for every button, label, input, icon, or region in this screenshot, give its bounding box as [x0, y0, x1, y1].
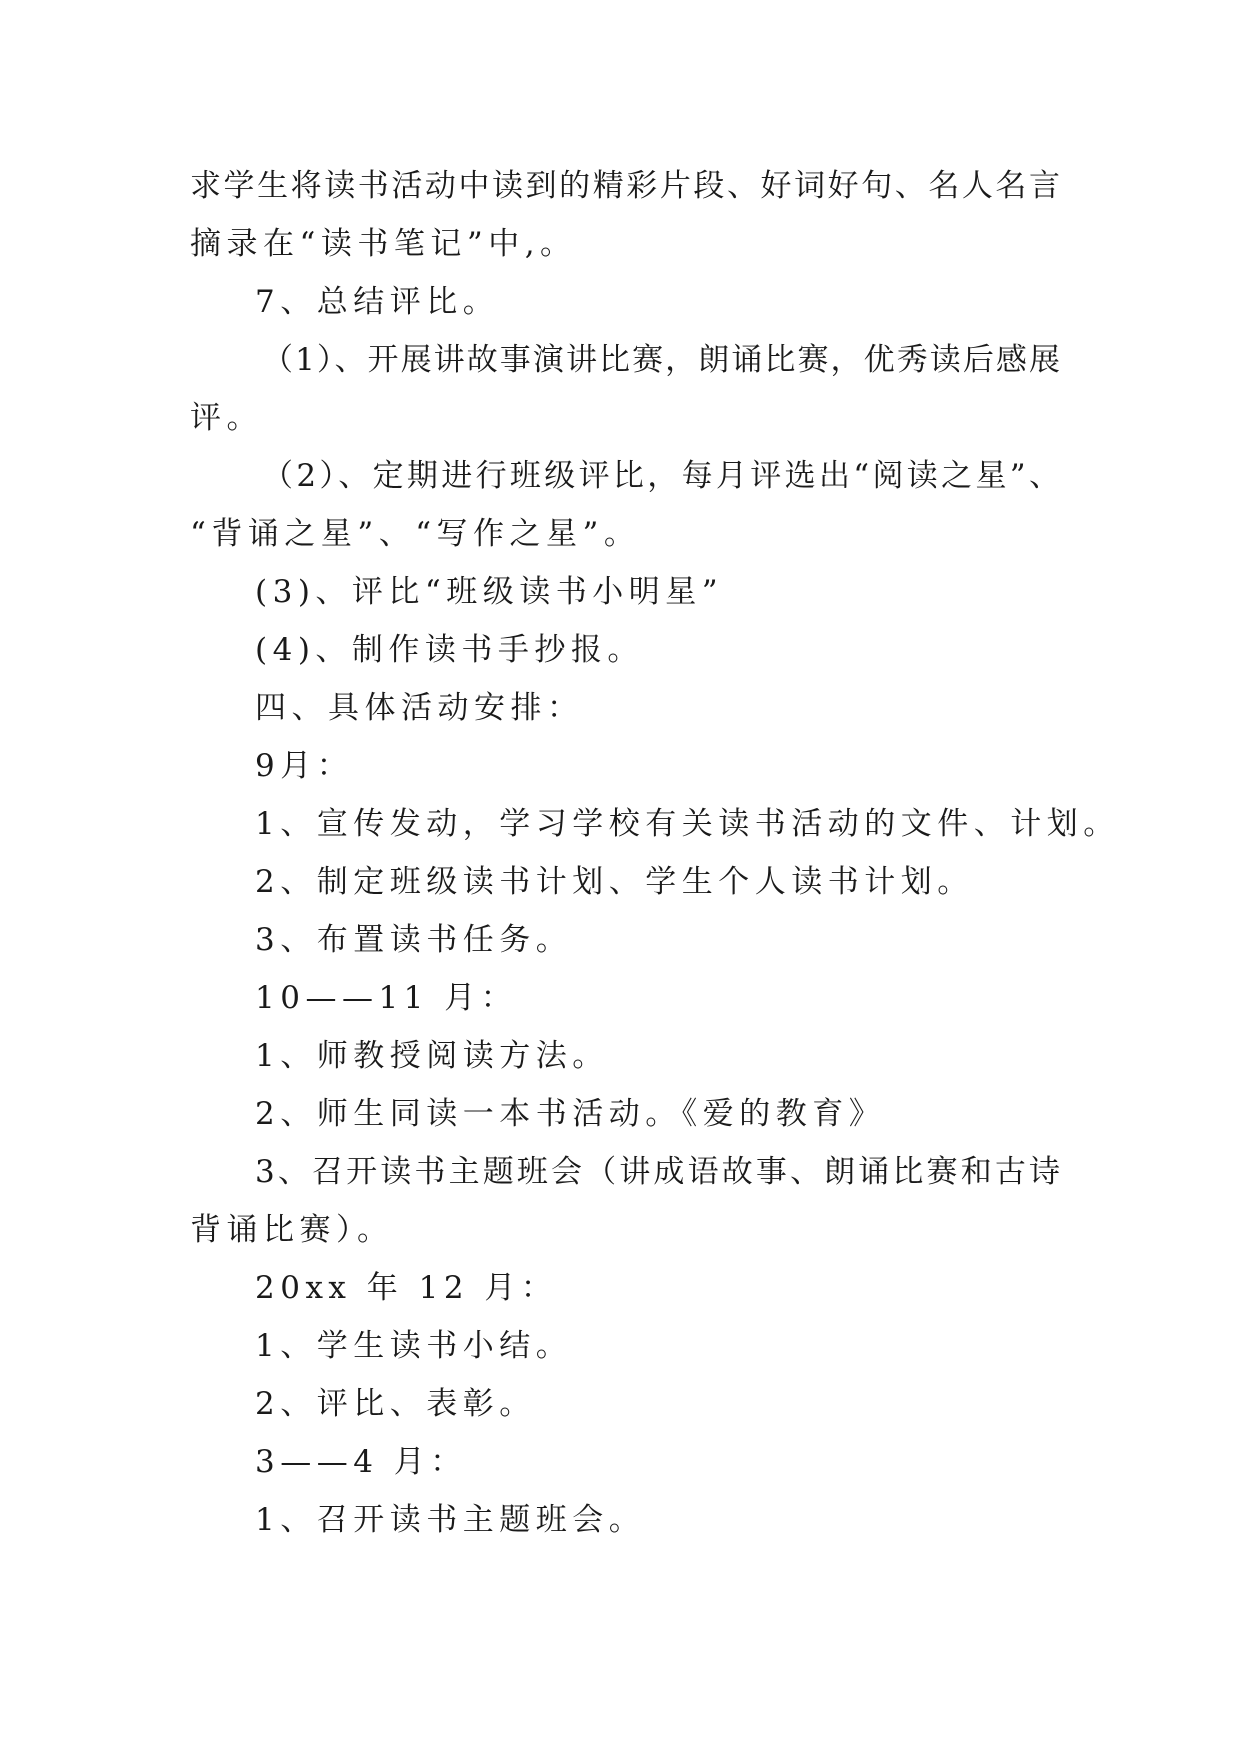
- text-line-1: 求学生将读书活动中读到的精彩片段、好词好句、名人名言: [190, 168, 1060, 204]
- text-line-6: （2）、定期进行班级评比，每月评选出“阅读之星”、: [262, 458, 1060, 494]
- text-line-18: 3、召开读书主题班会（讲成语故事、朗诵比赛和古诗: [255, 1154, 1060, 1190]
- text-line-23: 3——4 月：: [255, 1444, 467, 1480]
- text-line-20: 20xx 年 12 月：: [255, 1270, 558, 1306]
- text-line-17: 2、师生同读一本书活动。《爱的教育》: [255, 1096, 886, 1132]
- text-line-16: 1、师教授阅读方法。: [255, 1038, 609, 1074]
- text-line-14: 3、布置读书任务。: [255, 922, 573, 958]
- text-line-3: 7、总结评比。: [255, 284, 500, 320]
- text-line-5: 评。: [190, 400, 263, 436]
- text-line-10: 四、具体活动安排：: [255, 690, 584, 726]
- text-line-8: (3)、评比“班级读书小明星”: [255, 574, 724, 610]
- text-line-22: 2、评比、表彰。: [255, 1386, 536, 1422]
- text-line-12: 1、宣传发动，学习学校有关读书活动的文件、计划。: [255, 806, 1120, 842]
- text-line-7: “背诵之星”、“写作之星”。: [190, 516, 641, 552]
- text-line-19: 背诵比赛）。: [190, 1212, 394, 1248]
- text-line-4: （1）、开展讲故事演讲比赛，朗诵比赛，优秀读后感展: [262, 342, 1060, 378]
- text-line-2: 摘录在“读书笔记”中,。: [190, 226, 577, 262]
- text-line-13: 2、制定班级读书计划、学生个人读书计划。: [255, 864, 974, 900]
- text-line-24: 1、召开读书主题班会。: [255, 1502, 646, 1538]
- text-line-9: (4)、制作读书手抄报。: [255, 632, 644, 668]
- text-line-11: 9月：: [255, 748, 354, 784]
- text-line-21: 1、学生读书小结。: [255, 1328, 573, 1364]
- text-line-15: 10——11 月：: [255, 980, 518, 1016]
